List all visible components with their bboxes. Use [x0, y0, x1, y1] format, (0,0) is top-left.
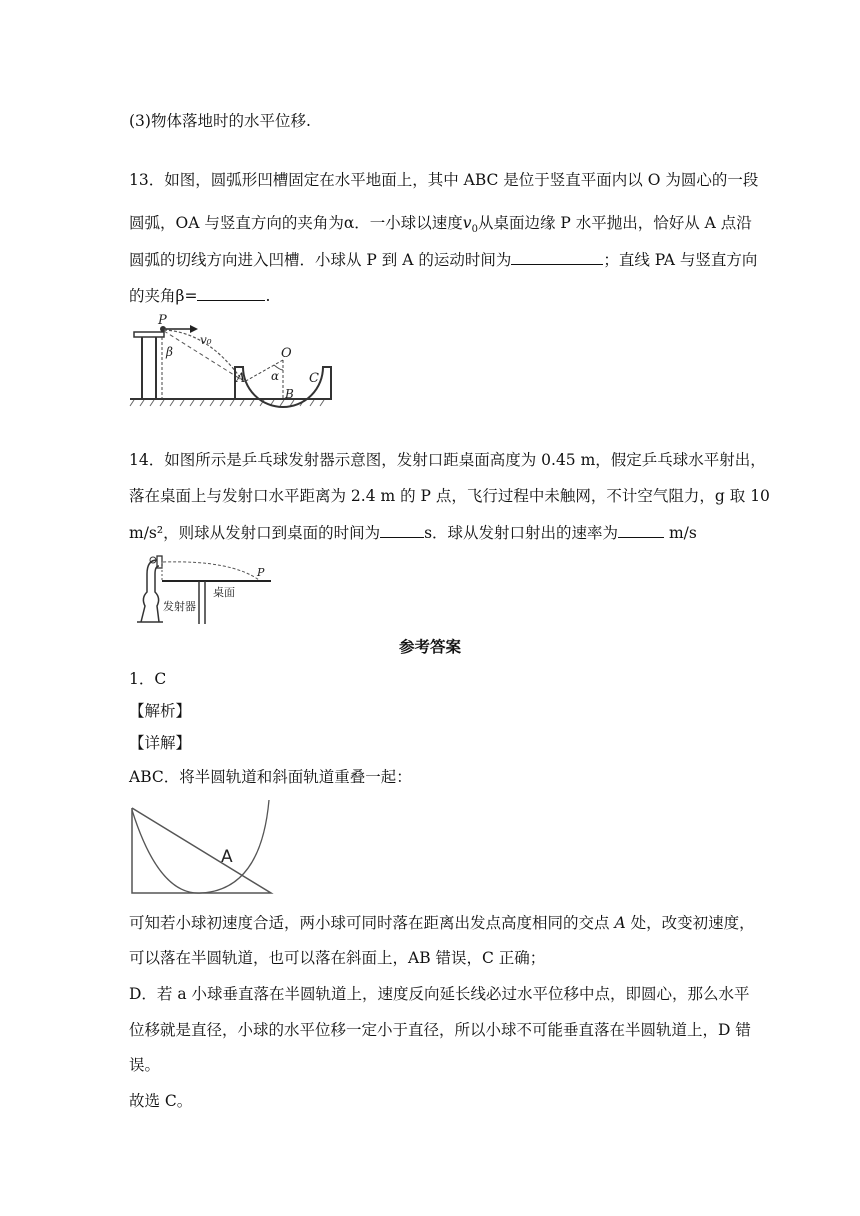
q13-blank-beta[interactable]	[197, 284, 265, 301]
q14-line3-b: s．球从发射口射出的速率为	[424, 524, 619, 542]
q13-line2	[129, 213, 752, 240]
q13-v0: v	[462, 214, 472, 232]
answer-abc-intro: ABC．将半圆轨道和斜面轨道重叠一起：	[129, 768, 412, 786]
fig13-label-beta: β	[166, 345, 173, 359]
q13-line4	[129, 284, 270, 306]
q13-line2-a: 圆弧，OA 与竖直方向的夹角为α．一小球以速度	[129, 214, 463, 232]
q14-line2: 落在桌面上与发射口水平距离为 2.4 m 的 P 点，飞行过程中未触网，不计空气阻力，g 取 10	[129, 487, 770, 505]
q14-line3	[129, 521, 697, 543]
q14-figure	[131, 550, 277, 626]
q13-v0-sub: 0	[471, 224, 478, 236]
answer-figure	[129, 800, 275, 898]
answer-1: 1．C	[129, 670, 167, 688]
q13-line1: 13．如图，圆弧形凹槽固定在水平地面上，其中 ABC 是位于竖直平面内以 O 为圆心的一段	[129, 171, 759, 189]
fig13-label-alpha: α	[271, 369, 280, 383]
fig13-label-b: B	[285, 387, 294, 401]
answer-para1-point-a: A	[614, 914, 626, 932]
fig13-label-o: O	[281, 346, 292, 361]
fig13-label-a: A	[236, 371, 246, 386]
fig13-label-c: C	[309, 371, 319, 386]
q14-line3-c: m/s	[664, 524, 697, 542]
q13-line4-b: .	[265, 287, 271, 305]
answer-para1-line1-a: 可知若小球初速度合适，两小球可同时落在距离出发点高度相同的交点	[129, 914, 615, 932]
q13-line3	[129, 248, 757, 270]
answer-para1-line2: 可以落在半圆轨道，也可以落在斜面上，AB 错误，C 正确；	[129, 949, 546, 967]
answer-detail-heading: 【详解】	[129, 734, 192, 752]
answer-analysis-heading: 【解析】	[129, 702, 192, 720]
answer-para1-line1-b: 处，改变初速度，	[625, 914, 755, 932]
q13-line2-b: 从桌面边缘 P 水平抛出，恰好从 A 点沿	[477, 214, 752, 232]
q13-line3-a: 圆弧的切线方向进入凹槽．小球从 P 到 A 的运动时间为	[129, 251, 512, 269]
answer-d-line3: 误。	[129, 1056, 161, 1074]
answer-d-line1: D．若 a 小球垂直落在半圆轨道上，速度反向延长线必过水平位移中点，即圆心，那么水平	[129, 985, 750, 1003]
fig13-label-p: P	[158, 313, 167, 328]
q14-blank-speed[interactable]	[618, 521, 664, 538]
q13-line4-a: 的夹角β=	[129, 287, 198, 305]
q14-line1: 14．如图所示是乒乓球发射器示意图，发射口距桌面高度为 0.45 m，假定乒乓球水平射出，	[129, 451, 766, 469]
fig13-label-v0: v₀	[200, 333, 212, 347]
answer-conclusion: 故选 C。	[129, 1092, 193, 1110]
answer-para1-line1	[129, 913, 755, 933]
answers-title: 参考答案	[398, 637, 461, 656]
q12-item3: (3)物体落地时的水平位移.	[129, 112, 311, 130]
answer-fig-label-a: A	[221, 847, 233, 867]
q14-line3-a: m/s²，则球从发射口到桌面的时间为	[129, 524, 381, 542]
fig14-label-table: 桌面	[213, 586, 235, 599]
q13-figure	[128, 312, 334, 408]
q14-blank-time[interactable]	[380, 521, 424, 538]
q13-blank-time[interactable]	[511, 248, 603, 265]
answer-d-line2: 位移就是直径，小球的水平位移一定小于直径，所以小球不可能垂直落在半圆轨道上，D 错	[129, 1021, 751, 1039]
q13-line3-b: ；直线 PA 与竖直方向	[603, 251, 758, 269]
fig14-label-p: P	[257, 566, 265, 579]
fig14-label-launcher: 发射器	[163, 600, 196, 613]
